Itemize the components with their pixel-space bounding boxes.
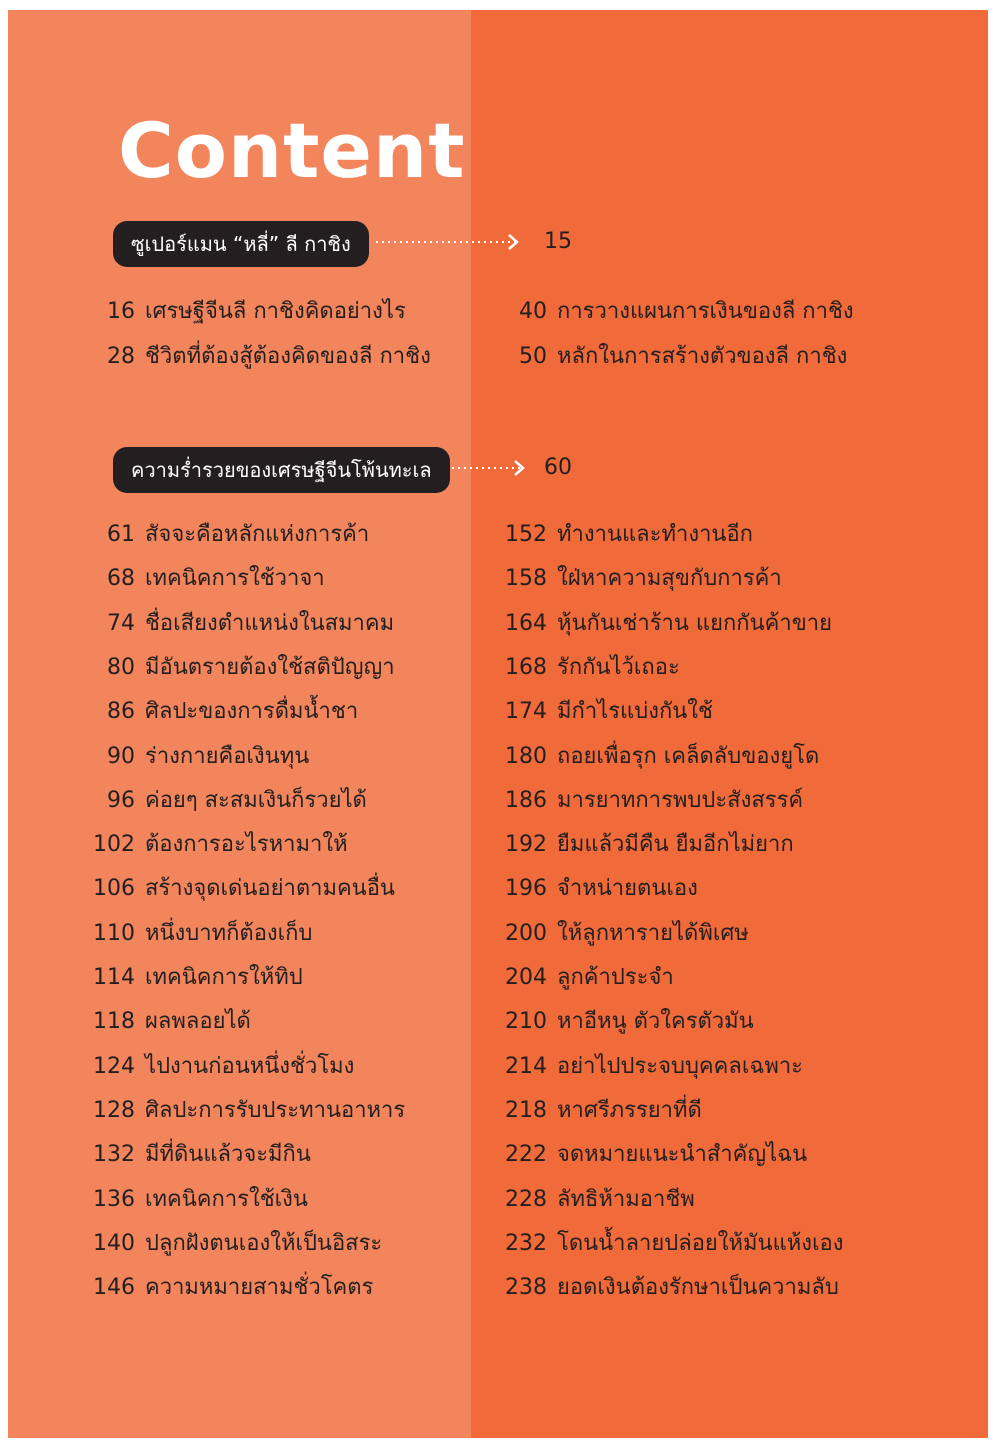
toc-entry-title: สัจจะคือหลักแห่งการค้า (145, 522, 370, 547)
toc-page-number: 140 (93, 1230, 135, 1256)
toc-page-number: 174 (505, 699, 547, 725)
toc-entry[interactable] (83, 1229, 383, 1259)
toc-entry[interactable] (83, 1273, 374, 1303)
toc-entry[interactable] (495, 297, 854, 327)
toc-entry-title: เทคนิคการใช้วาจา (145, 566, 325, 592)
toc-entry[interactable] (83, 653, 395, 683)
toc-page-number: 204 (505, 965, 547, 990)
toc-page-number: 118 (93, 1009, 135, 1035)
toc-entry[interactable] (495, 1096, 702, 1126)
toc-entry-title: ลัทธิห้ามอาชีพ (557, 1186, 695, 1212)
toc-entry[interactable] (83, 1007, 251, 1037)
toc-page-number: 114 (93, 965, 135, 990)
toc-entry-title: ผลพลอยได้ (145, 1009, 251, 1035)
toc-page-number: 50 (519, 343, 547, 369)
toc-entry[interactable] (83, 919, 313, 949)
toc-entry-title: ร่างกายคือเงินทุน (145, 743, 310, 769)
section-page-1: 15 (544, 229, 572, 254)
toc-entry-title: หุ้นกันเช่าร้าน แยกกันค้าขาย (557, 610, 833, 636)
toc-page-number: 168 (505, 654, 547, 680)
toc-entry-title: ใฝ่หาความสุขกับการค้า (557, 566, 782, 592)
toc-page-number: 106 (93, 876, 135, 902)
toc-entry[interactable] (495, 1052, 803, 1082)
toc-page-number: 61 (107, 522, 135, 547)
toc-entry[interactable] (83, 564, 325, 594)
toc-entry[interactable] (83, 742, 310, 772)
toc-page-number: 180 (505, 743, 547, 769)
toc-page-number: 96 (107, 787, 135, 813)
toc-entry[interactable] (495, 520, 753, 550)
toc-entry[interactable] (83, 342, 431, 372)
toc-page-number: 146 (93, 1275, 135, 1301)
toc-entry[interactable] (83, 297, 406, 327)
toc-entry[interactable] (83, 697, 359, 727)
toc-entry-title: ค่อยๆ สะสมเงินก็รวยได้ (145, 787, 367, 813)
toc-entry-title: ศิลปะการรับประทานอาหาร (145, 1097, 406, 1123)
toc-entry[interactable] (83, 1185, 308, 1215)
toc-entry[interactable] (495, 1229, 844, 1259)
toc-entry-title: ให้ลูกหารายได้พิเศษ (557, 920, 749, 946)
toc-page-number: 68 (107, 566, 135, 592)
toc-entry[interactable] (495, 1185, 695, 1215)
toc-entry-title: หาศรีภรรยาที่ดี (557, 1097, 702, 1123)
toc-page (8, 10, 988, 1438)
toc-entry[interactable] (495, 919, 749, 949)
toc-page-number: 28 (107, 343, 135, 369)
toc-entry-title: เทคนิคการใช้เงิน (145, 1186, 308, 1212)
toc-entry-title: เทคนิคการให้ทิป (145, 965, 303, 990)
toc-page-number: 196 (505, 876, 547, 902)
dotted-arrow-icon (376, 232, 526, 252)
toc-page-number: 232 (505, 1230, 547, 1256)
toc-page-number: 238 (505, 1275, 547, 1301)
toc-entry[interactable] (83, 830, 348, 860)
toc-page-number: 16 (107, 299, 135, 324)
toc-page-number: 228 (505, 1186, 547, 1212)
toc-page-number: 222 (505, 1142, 547, 1168)
toc-page-number: 186 (505, 787, 547, 813)
section-heading-1[interactable]: ซูเปอร์แมน “หลี่” ลี กาชิง (113, 221, 369, 267)
section-page-2: 60 (544, 455, 572, 480)
toc-entry[interactable] (83, 609, 395, 639)
toc-entry[interactable] (83, 874, 395, 904)
toc-entry-title: ปลูกฝังตนเองให้เป็นอิสระ (145, 1230, 383, 1256)
toc-page-number: 218 (505, 1097, 547, 1123)
toc-entry-title: มีที่ดินแล้วจะมีกิน (145, 1142, 311, 1168)
toc-entry[interactable] (495, 609, 833, 639)
toc-entry-title: มีอันตรายต้องใช้สติปัญญา (145, 654, 395, 680)
toc-entry-title: มารยาทการพบปะสังสรรค์ (557, 787, 804, 813)
toc-entry[interactable] (495, 1007, 754, 1037)
toc-entry[interactable] (83, 1052, 355, 1082)
section-heading-2[interactable]: ความร่ำรวยของเศรษฐีจีนโพ้นทะเล (113, 447, 450, 493)
toc-entry[interactable] (495, 653, 680, 683)
toc-entry[interactable] (495, 830, 794, 860)
toc-entry[interactable] (495, 1273, 839, 1303)
toc-page-number: 164 (505, 610, 547, 636)
toc-page-number: 102 (93, 832, 135, 858)
toc-entry-title: ถอยเพื่อรุก เคล็ดลับของยูโด (557, 743, 820, 769)
toc-entry-title: ชีวิตที่ต้องสู้ต้องคิดของลี กาชิง (145, 343, 431, 369)
toc-page-number: 214 (505, 1053, 547, 1079)
page-title: Content (118, 106, 466, 195)
toc-page-number: 74 (107, 610, 135, 636)
toc-entry-title: หลักในการสร้างตัวของลี กาชิง (557, 343, 848, 369)
toc-entry[interactable] (83, 786, 367, 816)
toc-entry[interactable] (495, 786, 804, 816)
dotted-arrow-icon (452, 458, 532, 478)
toc-entry-title: เศรษฐีจีนลี กาชิงคิดอย่างไร (145, 299, 406, 324)
toc-entry-title: จดหมายแนะนำสำคัญไฉน (557, 1142, 808, 1168)
toc-entry[interactable] (495, 742, 820, 772)
toc-entry[interactable] (495, 564, 782, 594)
toc-entry-title: ยอดเงินต้องรักษาเป็นความลับ (557, 1275, 839, 1301)
toc-page-number: 80 (107, 654, 135, 680)
toc-page-number: 90 (107, 743, 135, 769)
toc-entry[interactable] (495, 963, 674, 993)
toc-entry[interactable] (495, 1140, 808, 1170)
toc-entry-title: อย่าไปประจบบุคคลเฉพาะ (557, 1053, 803, 1079)
toc-page-number: 192 (505, 832, 547, 858)
toc-page-number: 86 (107, 699, 135, 725)
toc-entry-title: จำหน่ายตนเอง (557, 876, 698, 902)
toc-page-number: 124 (93, 1053, 135, 1079)
toc-entry[interactable] (83, 1140, 311, 1170)
toc-entry[interactable] (83, 963, 303, 993)
toc-entry-title: ต้องการอะไรหามาให้ (145, 832, 348, 858)
toc-entry-title: สร้างจุดเด่นอย่าตามคนอื่น (145, 876, 395, 902)
toc-entry[interactable] (83, 520, 370, 550)
toc-page-number: 210 (505, 1009, 547, 1035)
toc-entry-title: โดนน้ำลายปล่อยให้มันแห้งเอง (557, 1230, 844, 1256)
toc-entry-title: ลูกค้าประจำ (557, 965, 674, 990)
toc-entry-title: หาอีหนู ตัวใครตัวมัน (557, 1009, 754, 1035)
toc-page-number: 158 (505, 566, 547, 592)
toc-entry-title: หนึ่งบาทก็ต้องเก็บ (145, 920, 313, 946)
toc-entry-title: ยืมแล้วมีคืน ยืมอีกไม่ยาก (557, 832, 794, 858)
toc-entry[interactable] (495, 874, 698, 904)
toc-page-number: 40 (519, 299, 547, 324)
toc-entry-title: ไปงานก่อนหนึ่งชั่วโมง (145, 1053, 355, 1079)
toc-page-number: 110 (93, 920, 135, 946)
toc-entry-title: รักกันไว้เถอะ (557, 654, 680, 680)
toc-entry-title: มีกำไรแบ่งกันใช้ (557, 699, 713, 725)
toc-page-number: 200 (505, 920, 547, 946)
toc-entry[interactable] (495, 342, 848, 372)
toc-page-number: 128 (93, 1097, 135, 1123)
right-panel (471, 10, 988, 1438)
toc-page-number: 152 (505, 522, 547, 547)
toc-entry[interactable] (83, 1096, 406, 1126)
toc-entry-title: ศิลปะของการดื่มน้ำชา (145, 699, 359, 725)
toc-entry-title: ชื่อเสียงตำแหน่งในสมาคม (145, 610, 395, 636)
toc-entry-title: ทำงานและทำงานอีก (557, 522, 753, 547)
toc-page-number: 136 (93, 1186, 135, 1212)
toc-entry[interactable] (495, 697, 713, 727)
toc-entry-title: ความหมายสามชั่วโคตร (145, 1275, 374, 1301)
toc-page-number: 132 (93, 1142, 135, 1168)
toc-entry-title: การวางแผนการเงินของลี กาชิง (557, 299, 854, 324)
